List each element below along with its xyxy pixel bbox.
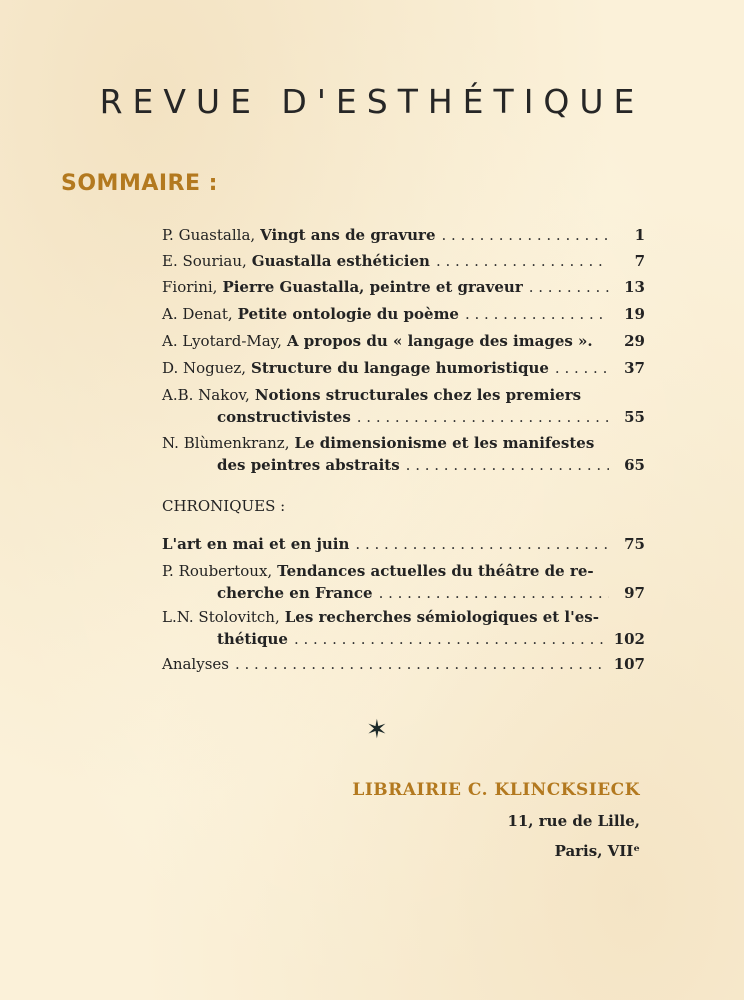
toc-entry[interactable]	[162, 276, 645, 298]
entry-title-cont: cherche en France	[217, 584, 373, 602]
entry-page: 13	[624, 278, 645, 296]
entry-page: 55	[624, 408, 645, 426]
toc-entry[interactable]	[162, 330, 645, 352]
entry-author: Analyses	[162, 655, 229, 673]
toc-entry[interactable]	[162, 384, 645, 428]
entry-author: Fiorini,	[162, 278, 218, 296]
entry-title-cont: thétique	[217, 630, 288, 648]
leader-dots	[235, 653, 608, 675]
toc-entry[interactable]	[162, 432, 645, 476]
entry-title: Pierre Guastalla, peintre et graveur	[222, 278, 523, 296]
leader-dots	[465, 303, 609, 325]
leader-dots	[555, 357, 609, 379]
leader-dots	[379, 582, 609, 604]
entry-page: 19	[624, 305, 645, 323]
entry-author: L.N. Stolovitch,	[162, 608, 280, 626]
entry-page: 37	[624, 359, 645, 377]
toc-entry[interactable]	[162, 250, 645, 272]
entry-author: P. Guastalla,	[162, 226, 256, 244]
chronique-entry[interactable]	[162, 653, 645, 675]
entry-title: Guastalla esthéticien	[251, 252, 430, 270]
entry-title-cont: constructivistes	[217, 408, 351, 426]
entry-author: E. Souriau,	[162, 252, 247, 270]
publisher-name: LIBRAIRIE C. KLINCKSIECK	[352, 780, 640, 800]
entry-author: A.B. Nakov,	[162, 386, 250, 404]
entry-title-cont: des peintres abstraits	[217, 456, 400, 474]
entry-author: N. Blùmenkranz,	[162, 434, 290, 452]
entry-title: Notions structurales chez les premiers	[254, 386, 582, 404]
entry-author: D. Noguez,	[162, 359, 246, 377]
toc-entry[interactable]	[162, 224, 645, 246]
chronique-entry[interactable]	[162, 533, 645, 555]
entry-title: Tendances actuelles du théâtre de re-	[277, 562, 594, 580]
leader-dots	[406, 454, 609, 476]
star-ornament-icon: ✶	[366, 715, 388, 745]
leader-dots	[529, 276, 609, 298]
entry-author: A. Lyotard-May,	[162, 332, 282, 350]
journal-title: REVUE D'ESTHÉTIQUE	[99, 82, 645, 121]
entry-title: L'art en mai et en juin	[162, 535, 350, 553]
publisher-address-line2: Paris, VIIᵉ	[554, 842, 640, 860]
entry-page: 102	[613, 630, 645, 648]
entry-author: P. Roubertoux,	[162, 562, 273, 580]
leader-dots	[357, 406, 609, 428]
entry-title: Structure du langage humoristique	[251, 359, 549, 377]
entry-page: 97	[624, 584, 645, 602]
entry-page: 1	[634, 226, 645, 244]
leader-dots	[355, 533, 609, 555]
chronique-entry[interactable]	[162, 606, 645, 650]
entry-title: Petite ontologie du poème	[237, 305, 459, 323]
toc-entry[interactable]	[162, 303, 645, 325]
chronique-entry[interactable]	[162, 560, 645, 604]
publisher-address-line1: 11, rue de Lille,	[507, 812, 640, 830]
leader-dots	[442, 224, 610, 246]
toc-entry[interactable]	[162, 357, 645, 379]
entry-page: 107	[613, 655, 645, 673]
entry-title: Vingt ans de gravure	[260, 226, 436, 244]
chroniques-heading: CHRONIQUES :	[162, 497, 286, 515]
leader-dots	[436, 250, 609, 272]
entry-title: Le dimensionisme et les manifestes	[294, 434, 595, 452]
entry-title: A propos du « langage des images ».	[286, 332, 593, 350]
leader-dots	[294, 628, 608, 650]
entry-page: 65	[624, 456, 645, 474]
entry-author: A. Denat,	[162, 305, 233, 323]
sommaire-heading: SOMMAIRE :	[61, 171, 218, 196]
entry-page: 7	[634, 252, 645, 270]
entry-page: 29	[624, 332, 645, 350]
entry-title: Les recherches sémiologiques et l'es-	[284, 608, 599, 626]
entry-page: 75	[624, 535, 645, 553]
